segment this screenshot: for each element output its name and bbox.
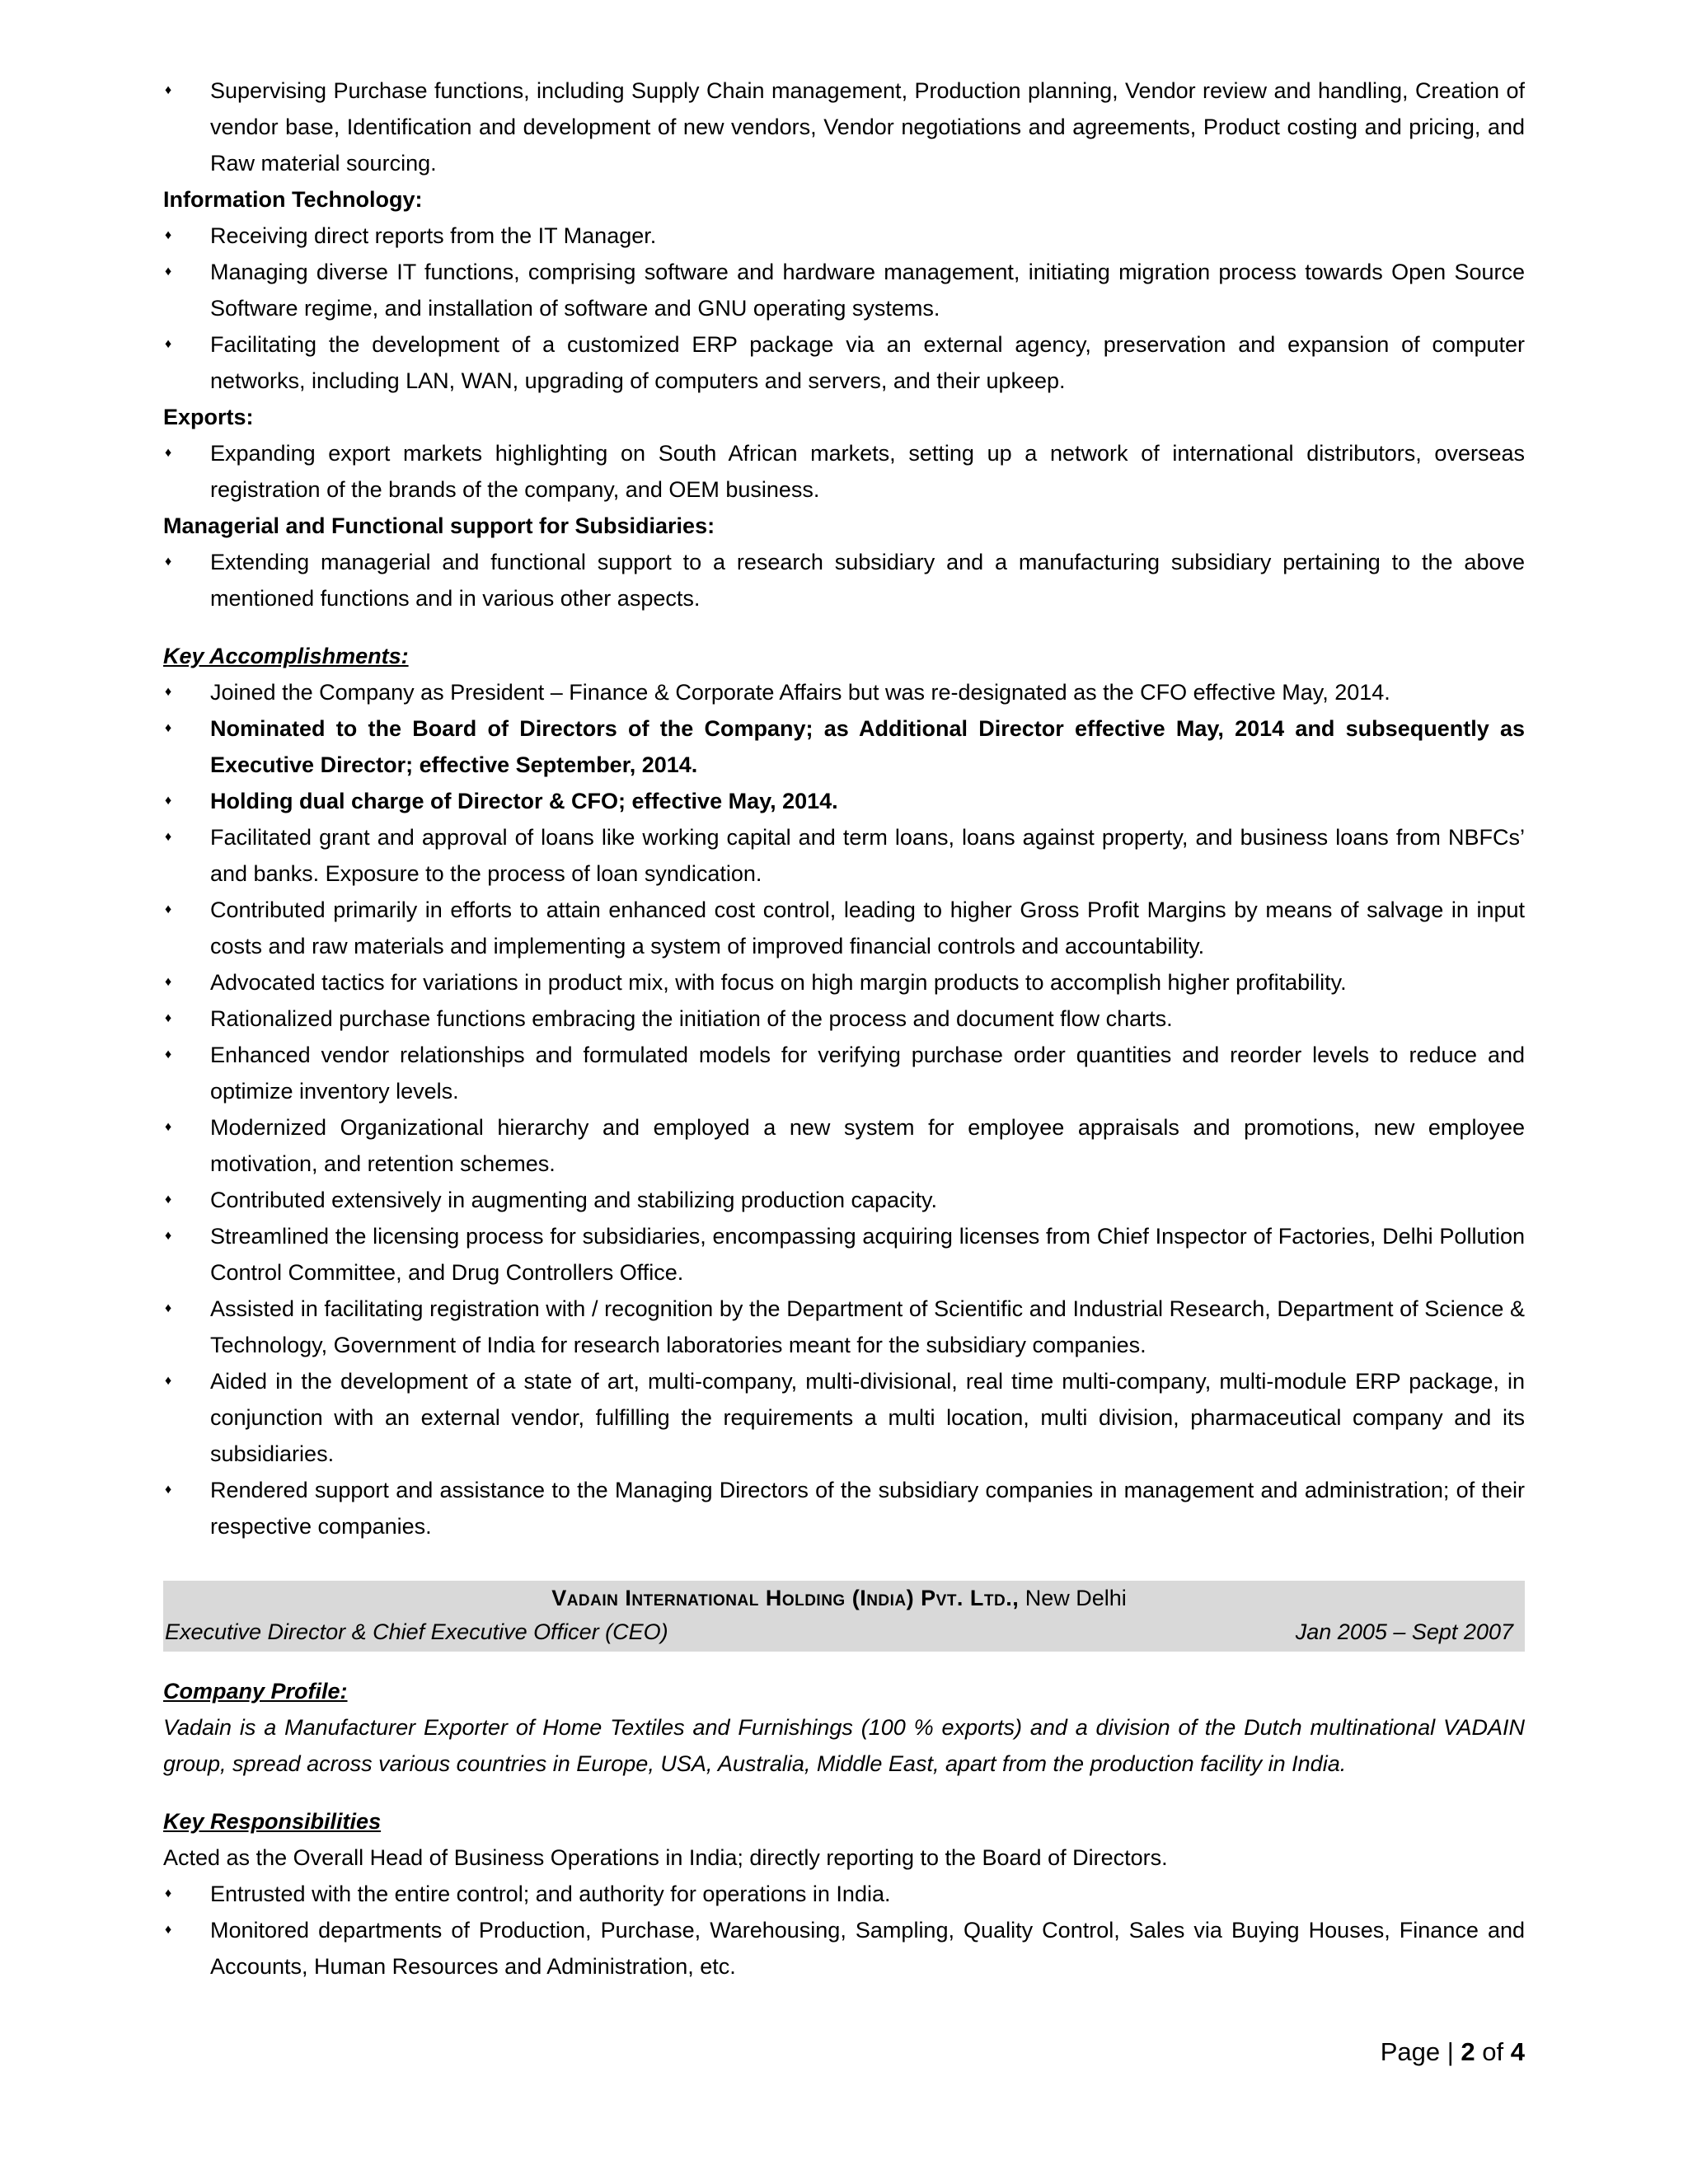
company-name: Vadain International Holding (India) Pvt. Ltd., <box>551 1586 1020 1610</box>
section-heading-accomplishments: Key Accomplishments: <box>163 644 409 668</box>
job-dates: Jan 2005 – Sept 2007 <box>1295 1619 1513 1644</box>
section-heading-exports: Exports: <box>163 405 254 429</box>
bullet-item-bold: ♦ Holding dual charge of Director & CFO; effective May, 2014. <box>163 783 1525 819</box>
bullet-item: ♦ Monitored departments of Production, Purchase, Warehousing, Sampling, Quality Control, Sales via Buying Houses, Finance and Accounts, Human Resources and Administration, etc. <box>163 1912 1525 1985</box>
bullet-item: ♦ Contributed primarily in efforts to attain enhanced cost control, leading to higher Gross Profit Margins by means of salvage in input costs and raw materials and implementing a system of improved financial controls and accountability. <box>163 892 1525 964</box>
section-heading-subsidiaries: Managerial and Functional support for Subsidiaries: <box>163 513 715 538</box>
company-profile-text: Vadain is a Manufacturer Exporter of Home Textiles and Furnishings (100 % exports) and a division of the Dutch multinational VADAIN group, spread across various countries in Europe, USA, Australia, Middle East, apart from the production facility in India. <box>163 1715 1525 1776</box>
job-company-line <box>165 1581 1513 1615</box>
bullet-item: ♦ Rendered support and assistance to the Managing Directors of the subsidiary companies in management and administration; of their respective companies. <box>163 1472 1525 1544</box>
of-label: of <box>1475 2037 1511 2066</box>
bullet-item: ♦ Modernized Organizational hierarchy and employed a new system for employee appraisals and promotions, new employee motivation, and retention schemes. <box>163 1109 1525 1182</box>
bullet-item: ♦ Assisted in facilitating registration with / recognition by the Department of Scientific and Industrial Research, Department of Science & Technology, Government of India for research laboratories meant for the subsidiary companies. <box>163 1291 1525 1363</box>
bullet-item: ♦ Supervising Purchase functions, including Supply Chain management, Production planning, Vendor review and handling, Creation of vendor base, Identification and development of new vendors, Vendor negotiations and agreements, Product costing and pricing, and Raw material sourcing. <box>163 73 1525 181</box>
responsibilities-intro: Acted as the Overall Head of Business Operations in India; directly reporting to the Board of Directors. <box>163 1845 1168 1870</box>
current-page-number: 2 <box>1461 2037 1475 2066</box>
bullet-item: ♦ Managing diverse IT functions, comprising software and hardware management, initiating migration process towards Open Source Software regime, and installation of software and GNU operating systems. <box>163 254 1525 326</box>
bullet-item: ♦ Expanding export markets highlighting on South African markets, setting up a network of international distributors, overseas registration of the brands of the company, and OEM business. <box>163 435 1525 508</box>
bullet-item: ♦ Rationalized purchase functions embracing the initiation of the process and document flow charts. <box>163 1001 1525 1037</box>
bullet-item-bold: ♦ Nominated to the Board of Directors of the Company; as Additional Director effective May, 2014 and subsequently as Executive Director; effective September, 2014. <box>163 710 1525 783</box>
section-heading-responsibilities: Key Responsibilities <box>163 1809 382 1834</box>
bullet-item: ♦ Facilitated grant and approval of loans like working capital and term loans, loans against property, and business loans from NBFCs’ and banks. Exposure to the process of loan syndication. <box>163 819 1525 892</box>
section-heading-it: Information Technology: <box>163 187 423 212</box>
bullet-item: ♦ Entrusted with the entire control; and authority for operations in India. <box>163 1876 1525 1912</box>
job-banner <box>163 1581 1525 1652</box>
bullet-item: ♦ Contributed extensively in augmenting and stabilizing production capacity. <box>163 1182 1525 1218</box>
bullet-item: ♦ Streamlined the licensing process for subsidiaries, encompassing acquiring licenses from Chief Inspector of Factories, Delhi Pollution Control Committee, and Drug Controllers Office. <box>163 1218 1525 1291</box>
job-title: Executive Director & Chief Executive Officer (CEO) <box>165 1619 668 1644</box>
page-number-footer <box>1381 2036 1525 2069</box>
bullet-item: ♦ Facilitating the development of a customized ERP package via an external agency, preservation and expansion of computer networks, including LAN, WAN, upgrading of computers and servers, and their upkeep. <box>163 326 1525 399</box>
bullet-item: ♦ Receiving direct reports from the IT Manager. <box>163 218 1525 254</box>
bullet-item: ♦ Extending managerial and functional support to a research subsidiary and a manufacturing subsidiary pertaining to the above mentioned functions and in various other aspects. <box>163 544 1525 616</box>
total-page-number: 4 <box>1510 2037 1525 2066</box>
bullet-item: ♦ Joined the Company as President – Finance & Corporate Affairs but was re-designated as the CFO effective May, 2014. <box>163 674 1525 710</box>
bullet-item: ♦ Aided in the development of a state of art, multi-company, multi-divisional, real time multi-company, multi-module ERP package, in conjunction with an external vendor, fulfilling the requirements a multi location, multi division, pharmaceutical company and its subsidiaries. <box>163 1363 1525 1472</box>
page-label: Page | <box>1380 2037 1461 2066</box>
company-location: New Delhi <box>1019 1586 1127 1610</box>
bullet-item: ♦ Advocated tactics for variations in product mix, with focus on high margin products to accomplish higher profitability. <box>163 964 1525 1001</box>
section-heading-profile: Company Profile: <box>163 1679 348 1704</box>
job-title-row <box>165 1615 1513 1652</box>
resume-page <box>163 73 1525 1985</box>
bullet-item: ♦ Enhanced vendor relationships and formulated models for verifying purchase order quantities and reorder levels to reduce and optimize inventory levels. <box>163 1037 1525 1109</box>
